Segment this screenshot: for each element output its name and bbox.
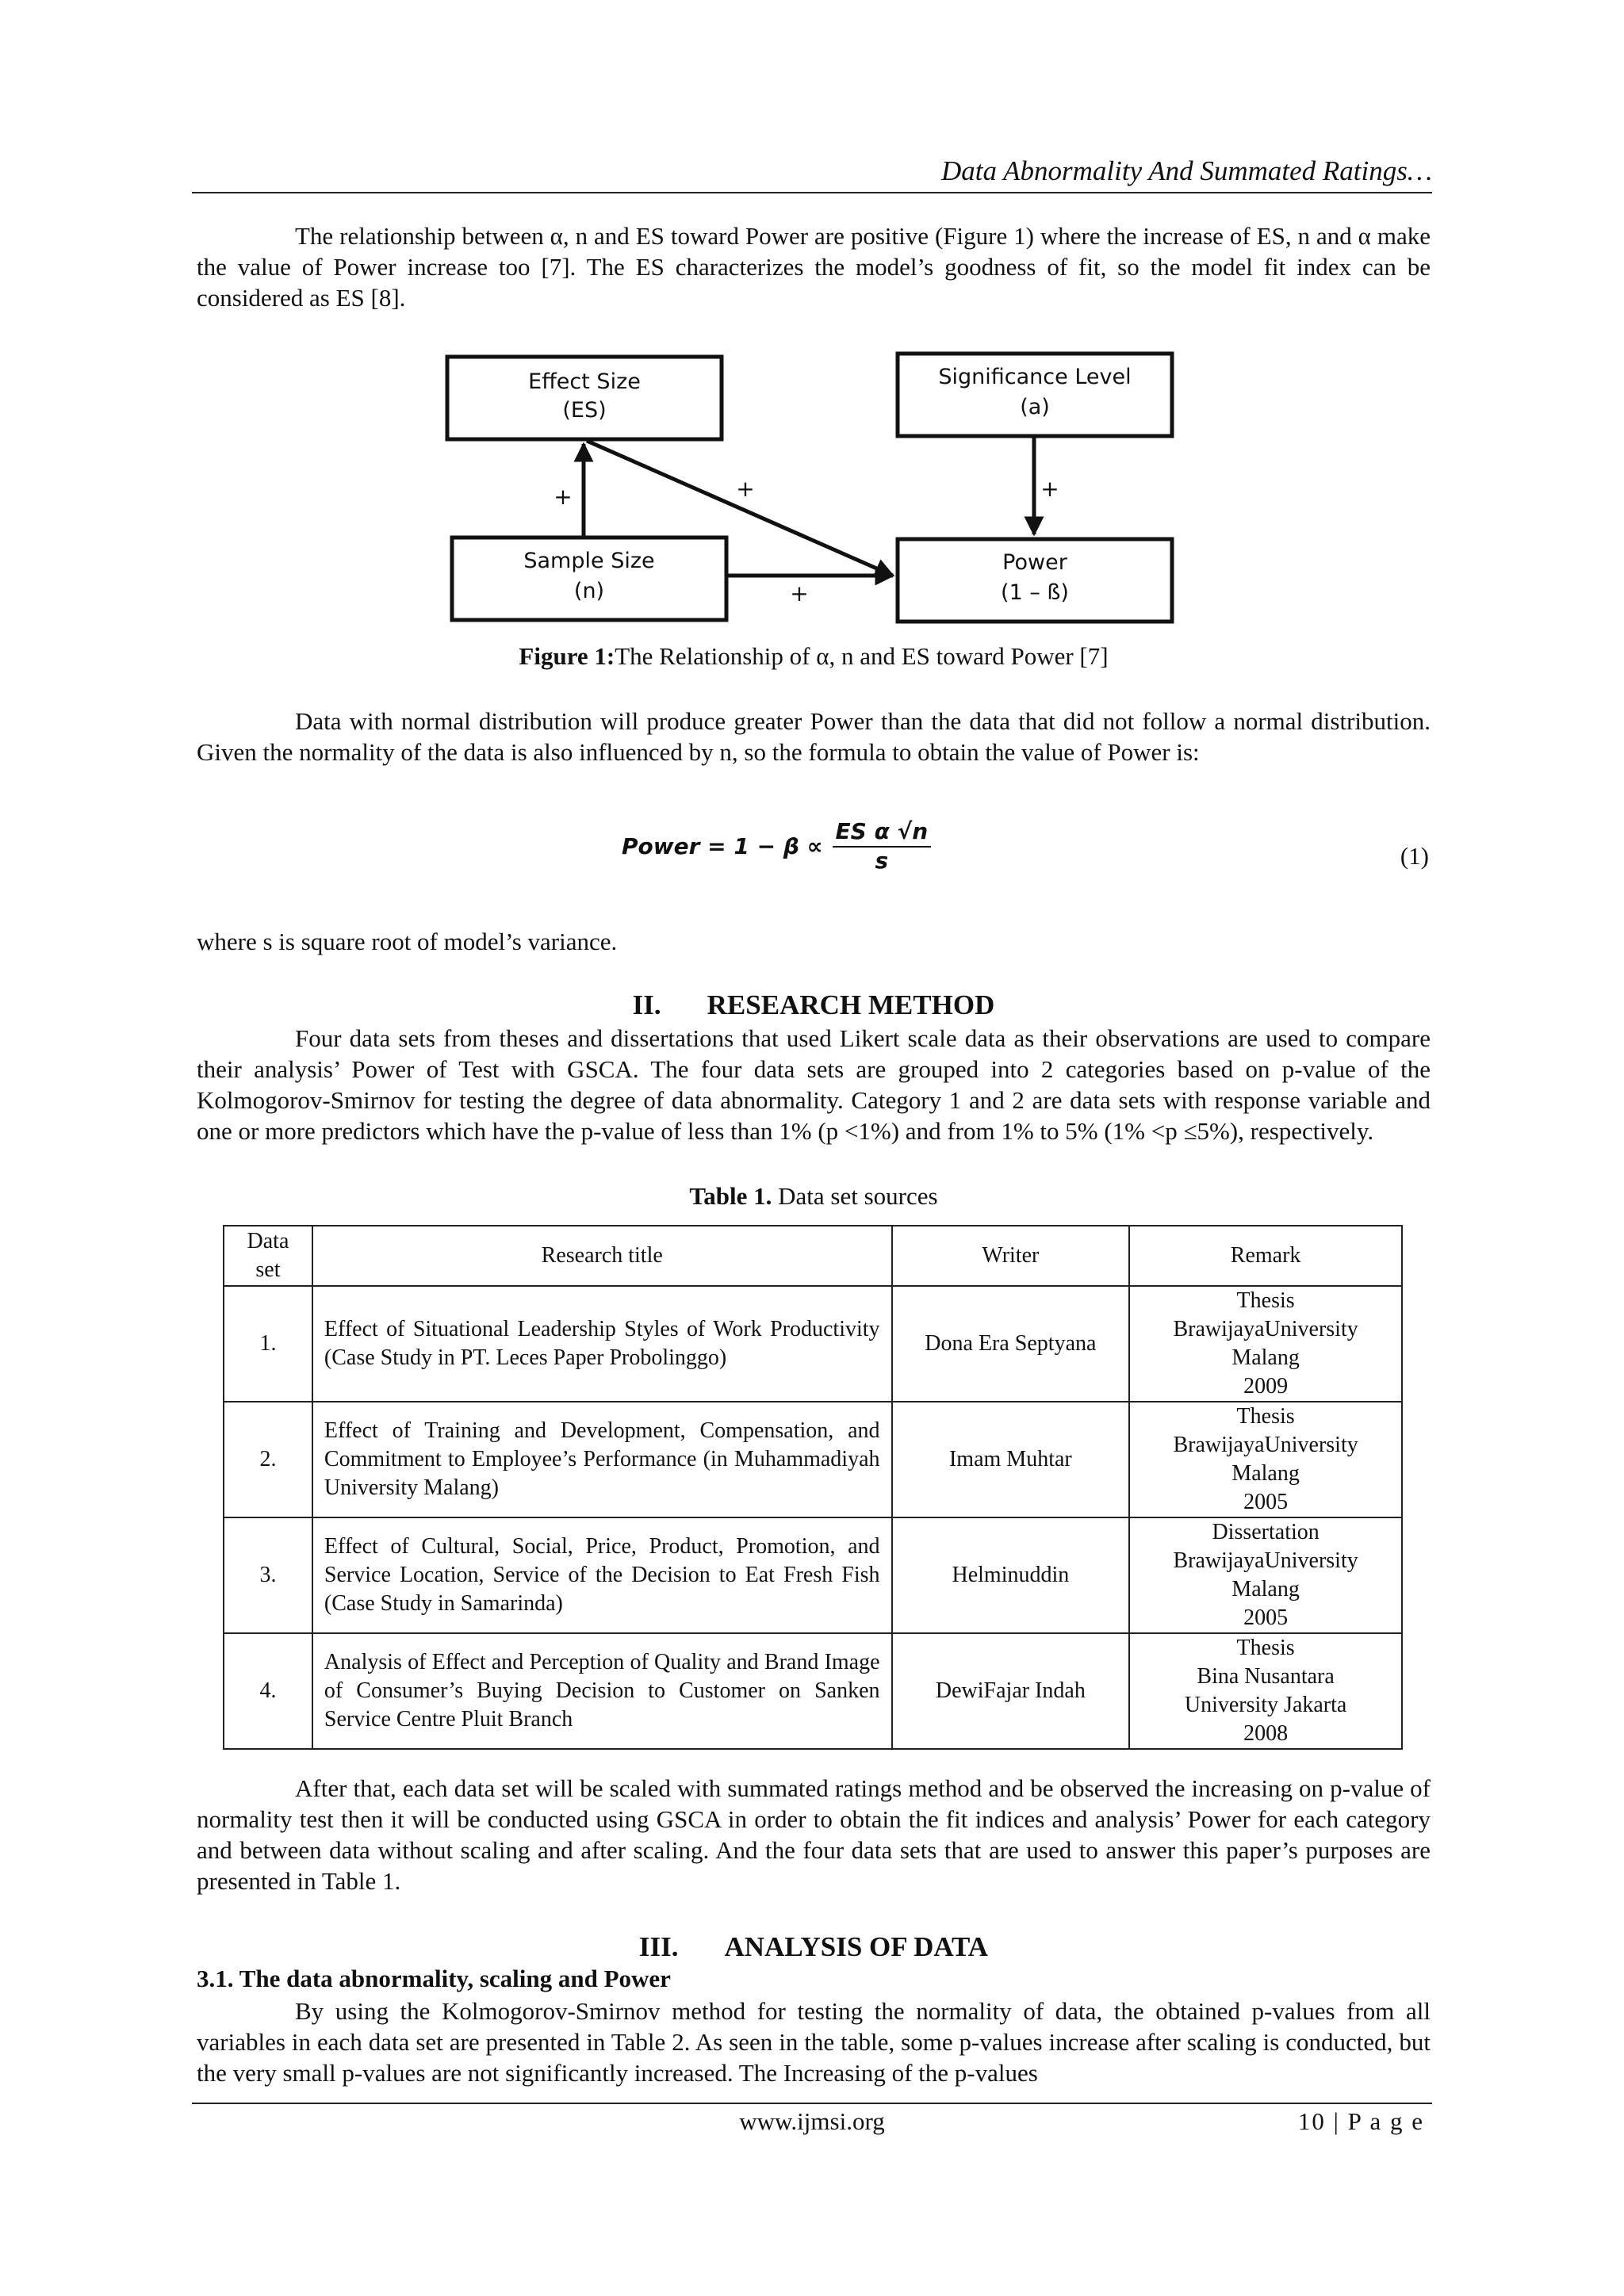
sample-size-label: Sample Size bbox=[523, 549, 655, 573]
cell-writer: DewiFajar Indah bbox=[892, 1633, 1130, 1749]
header-rule bbox=[192, 192, 1432, 193]
remark-city: Malang bbox=[1231, 1461, 1300, 1486]
cell-title: Analysis of Effect and Perception of Quality and Brand Image of Consumer’s Buying Decision to Customer on Sanken Service Centre Pluit Branch bbox=[312, 1633, 892, 1749]
research-method-paragraph: Four data sets from theses and dissertations that used Likert scale data as their observations are used to compare their analysis’ Power of Test with GSCA. The four data sets are grouped into 2 categories based on p-value of the Kolmogorov-Smirnov for testing the degree of data abnormality. Category 1 and 2 are data sets with response variable and one or more predictors which have the p-value of less than 1% (p <1%) and from 1% to 5% (1% <p ≤5%), respectively. bbox=[197, 1024, 1431, 1145]
cell-title: Effect of Situational Leadership Styles of Work Productivity (Case Study in PT. Leces Paper Probolinggo) bbox=[312, 1286, 892, 1402]
section-2-number: II. bbox=[632, 989, 661, 1020]
cell-num: 4. bbox=[224, 1633, 312, 1749]
section-2-heading bbox=[197, 989, 1431, 1021]
sign-n-to-es: + bbox=[553, 484, 573, 510]
cell-title: Effect of Cultural, Social, Price, Product, Promotion, and Service Location, Service of the Decision to Eat Fresh Fish (Case Study in Samarinda) bbox=[312, 1517, 892, 1633]
cell-remark bbox=[1129, 1402, 1402, 1517]
cell-remark bbox=[1129, 1286, 1402, 1402]
table-row bbox=[224, 1517, 1402, 1633]
section-2-title: RESEARCH METHOD bbox=[707, 989, 995, 1020]
significance-abbr: (a) bbox=[1020, 395, 1050, 419]
figure-caption-label: Figure 1: bbox=[519, 642, 615, 670]
normal-distribution-paragraph: Data with normal distribution will produce greater Power than the data that did not follow a normal distribution. Given the normality of the data is also influenced by n, so the formula to obtain the value of Power is: bbox=[197, 707, 1431, 766]
cell-remark bbox=[1129, 1633, 1402, 1749]
footer-rule bbox=[192, 2103, 1432, 2104]
remark-city: Malang bbox=[1231, 1577, 1300, 1601]
section-3-heading bbox=[197, 1931, 1431, 1963]
sign-es-to-power: + bbox=[736, 476, 755, 502]
remark-city: University Jakarta bbox=[1184, 1693, 1347, 1717]
remark-type: Thesis bbox=[1236, 1404, 1295, 1429]
remark-institution: BrawijayaUniversity bbox=[1173, 1548, 1358, 1573]
formula-lhs: Power = 1 − β ∝ bbox=[622, 832, 823, 859]
subsection-3-1-heading: 3.1. The data abnormality, scaling and Power bbox=[197, 1965, 671, 1992]
section-3-title: ANALYSIS OF DATA bbox=[724, 1931, 989, 1962]
figure-1-diagram bbox=[444, 349, 1182, 626]
formula-numerator: ES α √n bbox=[833, 818, 932, 848]
figure-1-caption bbox=[197, 641, 1431, 672]
formula-denominator: s bbox=[875, 848, 889, 874]
cell-remark bbox=[1129, 1517, 1402, 1633]
power-formula bbox=[622, 818, 931, 874]
col-header-data-set: Data set bbox=[224, 1226, 312, 1286]
remark-year: 2008 bbox=[1243, 1721, 1289, 1746]
cell-title: Effect of Training and Development, Compensation, and Commitment to Employee’s Performance (in Muhammadiyah University Malang) bbox=[312, 1402, 892, 1517]
cell-num: 2. bbox=[224, 1402, 312, 1517]
remark-year: 2005 bbox=[1243, 1490, 1289, 1514]
analysis-paragraph: By using the Kolmogorov-Smirnov method for testing the normality of data, the obtained p-values from all variables in each data set are presented in Table 2. As seen in the table, some p-values increase after scaling is conducted, but the very small p-values are not significantly increased. The Increasing of the p-values bbox=[197, 1997, 1431, 2087]
sign-a-to-power: + bbox=[1040, 476, 1059, 502]
effect-size-abbr: (ES) bbox=[562, 398, 607, 423]
after-paragraph: After that, each data set will be scaled with summated ratings method and be observed the increasing on p-value of normality test then it will be conducted using GSCA in order to obtain the fit indices and analysis’ Power for each category and between data without scaling and after scaling. And the four data sets that are used to answer this paper’s purposes are presented in Table 1. bbox=[197, 1774, 1431, 1895]
intro-paragraph: The relationship between α, n and ES toward Power are positive (Figure 1) where the increase of ES, n and α make the value of Power increase too [7]. The ES characterizes the model’s goodness of fit, so the model fit index can be considered as ES [8]. bbox=[197, 222, 1431, 312]
cell-writer: Imam Muhtar bbox=[892, 1402, 1130, 1517]
equation-number: (1) bbox=[1400, 842, 1429, 870]
data-set-sources-table bbox=[223, 1225, 1403, 1750]
col-header-writer: Writer bbox=[892, 1226, 1130, 1286]
remark-year: 2005 bbox=[1243, 1605, 1289, 1630]
sign-n-to-power: + bbox=[790, 580, 809, 607]
cell-num: 1. bbox=[224, 1286, 312, 1402]
remark-institution: Bina Nusantara bbox=[1197, 1664, 1335, 1689]
remark-institution: BrawijayaUniversity bbox=[1173, 1317, 1358, 1341]
power-abbr: (1 – ß) bbox=[1001, 580, 1069, 605]
significance-label: Significance Level bbox=[938, 365, 1132, 389]
effect-size-label: Effect Size bbox=[528, 369, 641, 394]
table-row bbox=[224, 1633, 1402, 1749]
table-row bbox=[224, 1286, 1402, 1402]
section-3-number: III. bbox=[638, 1931, 679, 1962]
remark-type: Thesis bbox=[1236, 1636, 1295, 1660]
table-1-caption bbox=[197, 1181, 1431, 1211]
col-header-remark: Remark bbox=[1129, 1226, 1402, 1286]
cell-writer: Helminuddin bbox=[892, 1517, 1130, 1633]
figure-caption-text: The Relationship of α, n and ES toward Power [7] bbox=[615, 642, 1109, 670]
footer-url: www.ijmsi.org bbox=[739, 2107, 885, 2135]
remark-type: Thesis bbox=[1236, 1288, 1295, 1313]
remark-city: Malang bbox=[1231, 1345, 1300, 1370]
where-text: where s is square root of model’s variance. bbox=[197, 928, 618, 955]
running-header: Data Abnormality And Summated Ratings… bbox=[941, 155, 1432, 186]
table-caption-text: Data set sources bbox=[772, 1182, 938, 1210]
cell-writer: Dona Era Septyana bbox=[892, 1286, 1130, 1402]
footer-page-number: 10 | P a g e bbox=[1297, 2107, 1424, 2135]
sample-size-abbr: (n) bbox=[573, 579, 605, 603]
cell-num: 3. bbox=[224, 1517, 312, 1633]
table-row bbox=[224, 1402, 1402, 1517]
table-caption-label: Table 1. bbox=[689, 1182, 772, 1210]
power-label: Power bbox=[1002, 550, 1067, 575]
table-header-row bbox=[224, 1226, 1402, 1286]
col-header-research-title: Research title bbox=[312, 1226, 892, 1286]
remark-institution: BrawijayaUniversity bbox=[1173, 1433, 1358, 1457]
remark-type: Dissertation bbox=[1212, 1520, 1320, 1544]
remark-year: 2009 bbox=[1243, 1374, 1289, 1399]
